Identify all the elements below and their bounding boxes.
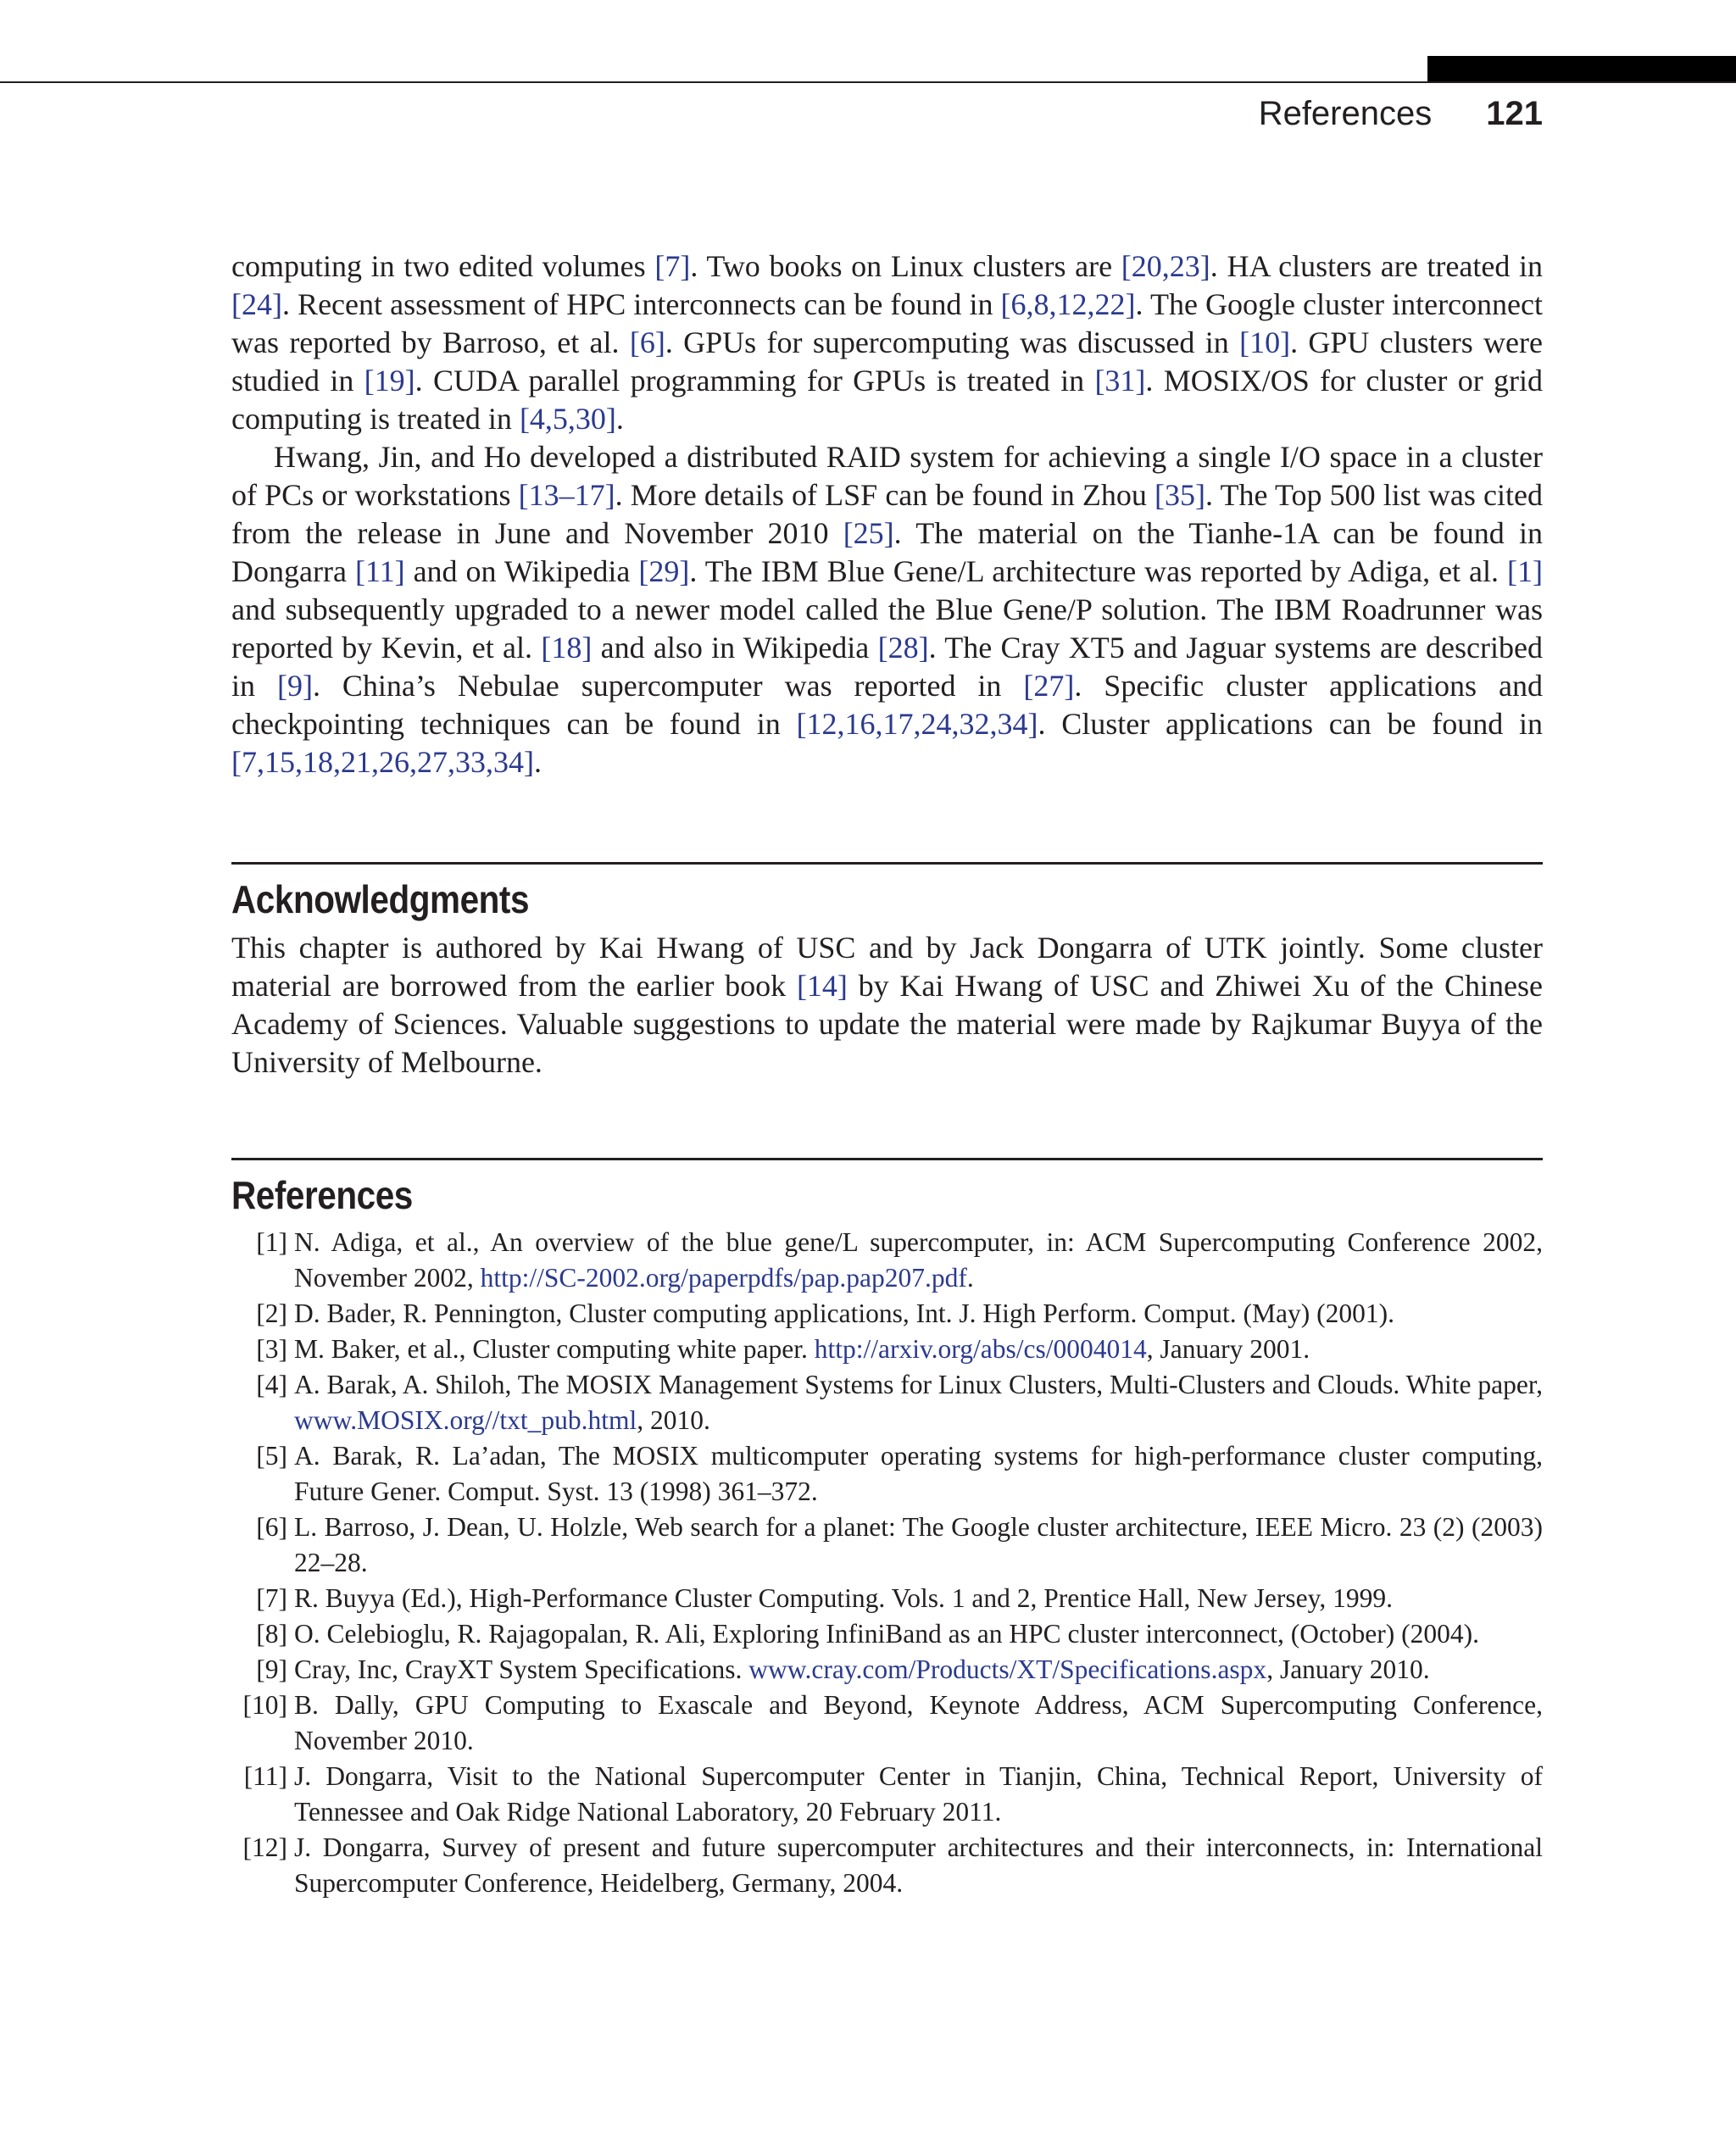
page-number: 121 bbox=[1486, 95, 1543, 132]
text-run: . The material on the Tianhe-1A can be found in Dongarra bbox=[231, 516, 1543, 588]
reference-item bbox=[231, 1367, 1543, 1438]
reference-text bbox=[287, 1225, 1543, 1296]
text-run: J. Dongarra, Survey of present and future supercomputer architectures and their interconnects, in: International Supercomputer Conference, Heidelberg, Germany, 2004. bbox=[294, 1832, 1543, 1898]
text-run: R. Buyya (Ed.), High-Performance Cluster Computing. Vols. 1 and 2, Prentice Hall, New Jersey, 1999. bbox=[294, 1583, 1393, 1613]
citation-link[interactable]: [6,8,12,22] bbox=[1000, 287, 1136, 321]
text-run: . Two books on Linux clusters are bbox=[690, 249, 1121, 283]
reference-item bbox=[231, 1759, 1543, 1830]
text-run: . bbox=[533, 745, 542, 779]
text-run: . Recent assessment of HPC interconnects can be found in bbox=[281, 287, 1001, 321]
text-run: . MOSIX/OS for cluster or grid computing is treated in bbox=[231, 364, 1544, 436]
citation-link[interactable]: [28] bbox=[877, 631, 929, 665]
citation-link[interactable]: [31] bbox=[1094, 364, 1146, 398]
intro-paragraph-1 bbox=[231, 247, 1543, 438]
intro-paragraph-2 bbox=[231, 438, 1543, 781]
citation-link[interactable]: [29] bbox=[638, 554, 690, 588]
text-run: computing in two edited volumes bbox=[231, 249, 655, 283]
reference-item bbox=[231, 1225, 1543, 1296]
reference-item bbox=[231, 1616, 1543, 1652]
text-run: . CUDA parallel programming for GPUs is treated in bbox=[415, 364, 1095, 398]
reference-text bbox=[287, 1616, 1543, 1652]
acknowledgments-paragraph bbox=[231, 929, 1543, 1082]
citation-link[interactable]: [24] bbox=[231, 287, 282, 321]
reference-number: [11] bbox=[243, 1761, 287, 1791]
reference-number: [3] bbox=[256, 1334, 287, 1364]
reference-text bbox=[287, 1510, 1543, 1581]
citation-link[interactable]: [14] bbox=[796, 969, 848, 1003]
citation-link[interactable]: [25] bbox=[843, 516, 894, 550]
text-run: and subsequently upgraded to a newer model called the Blue Gene/P solution. The IBM Roadrunner was reported by Kevin, et al. bbox=[231, 592, 1543, 665]
reference-text bbox=[287, 1332, 1543, 1367]
reference-number: [10] bbox=[242, 1690, 287, 1720]
citation-link[interactable]: [7,15,18,21,26,27,33,34] bbox=[231, 745, 534, 779]
reference-text bbox=[287, 1688, 1543, 1759]
text-run: . China’s Nebulae supercomputer was reported in bbox=[312, 669, 1024, 703]
text-run: . The Top 500 list was cited from the release in June and November 2010 bbox=[231, 478, 1544, 550]
citation-link[interactable]: [18] bbox=[541, 631, 593, 665]
text-run: O. Celebioglu, R. Rajagopalan, R. Ali, Exploring InfiniBand as an HPC cluster interconnect, (October) (2004). bbox=[294, 1619, 1479, 1649]
header-tab-bar bbox=[1427, 56, 1736, 82]
text-run: This chapter is authored by Kai Hwang of USC and by Jack Dongarra of UTK jointly. Some cluster material are borrowed from the earlier book bbox=[231, 931, 1543, 1003]
reference-number: [8] bbox=[256, 1619, 287, 1649]
reference-number: [12] bbox=[242, 1832, 287, 1862]
reference-item bbox=[231, 1581, 1543, 1616]
text-run: . GPUs for supercomputing was discussed in bbox=[665, 325, 1240, 359]
reference-item bbox=[231, 1830, 1543, 1901]
citation-link[interactable]: [20,23] bbox=[1121, 249, 1210, 283]
reference-text bbox=[287, 1581, 1543, 1616]
text-run: , January 2010. bbox=[1266, 1654, 1430, 1684]
text-run: . GPU clusters were studied in bbox=[231, 325, 1543, 398]
acknowledgments-heading: Acknowledgments bbox=[231, 877, 530, 921]
citation-link[interactable]: [10] bbox=[1239, 325, 1291, 359]
text-run: , 2010. bbox=[637, 1405, 710, 1435]
text-run: . The Cray XT5 and Jaguar systems are described in bbox=[231, 631, 1543, 703]
intro-section bbox=[231, 247, 1543, 781]
citation-link[interactable]: [19] bbox=[364, 364, 415, 398]
reference-number: [1] bbox=[256, 1227, 287, 1257]
url-link[interactable]: http://SC-2002.org/paperpdfs/pap.pap207.pdf bbox=[480, 1263, 967, 1293]
reference-list bbox=[231, 1225, 1543, 1901]
text-run: M. Baker, et al., Cluster computing white paper. bbox=[294, 1334, 815, 1364]
text-run: . The Google cluster interconnect was reported by Barroso, et al. bbox=[231, 287, 1543, 359]
text-run: . HA clusters are treated in bbox=[1210, 249, 1543, 283]
text-run: L. Barroso, J. Dean, U. Holzle, Web search for a planet: The Google cluster architecture, IEEE Micro. 23 (2) (2003) 22–28. bbox=[294, 1512, 1543, 1577]
text-run: N. Adiga, et al., An overview of the blue gene/L supercomputer, in: ACM Supercomputing Conference 2002, November 2002, bbox=[294, 1227, 1543, 1293]
text-run: . The IBM Blue Gene/L architecture was reported by Adiga, et al. bbox=[689, 554, 1508, 588]
reference-item bbox=[231, 1332, 1543, 1367]
reference-number: [5] bbox=[256, 1441, 287, 1471]
citation-link[interactable]: [6] bbox=[629, 325, 665, 359]
reference-number: [9] bbox=[256, 1654, 287, 1684]
reference-item bbox=[231, 1438, 1543, 1510]
text-run: A. Barak, A. Shiloh, The MOSIX Management Systems for Linux Clusters, Multi-Clusters and Clouds. White paper, bbox=[294, 1370, 1543, 1399]
text-run: B. Dally, GPU Computing to Exascale and Beyond, Keynote Address, ACM Supercomputing Conference, November 2010. bbox=[294, 1690, 1543, 1755]
text-run: . Cluster applications can be found in bbox=[1038, 707, 1543, 741]
reference-text bbox=[287, 1652, 1543, 1688]
section-rule bbox=[231, 862, 1543, 865]
citation-link[interactable]: [4,5,30] bbox=[519, 402, 616, 436]
reference-number: [2] bbox=[256, 1299, 287, 1328]
url-link[interactable]: www.cray.com/Products/XT/Specifications.aspx bbox=[748, 1654, 1267, 1684]
reference-item bbox=[231, 1688, 1543, 1759]
section-rule bbox=[231, 1158, 1543, 1160]
reference-number: [6] bbox=[256, 1512, 287, 1542]
reference-text bbox=[287, 1759, 1543, 1830]
text-run: J. Dongarra, Visit to the National Supercomputer Center in Tianjin, China, Technical Report, University of Tennessee and Oak Ridge National Laboratory, 20 February 2011. bbox=[294, 1761, 1543, 1827]
text-run: . bbox=[615, 402, 624, 436]
text-run: and on Wikipedia bbox=[404, 554, 639, 588]
reference-text bbox=[287, 1296, 1543, 1332]
text-run: . Specific cluster applications and checkpointing techniques can be found in bbox=[231, 669, 1543, 741]
reference-text bbox=[287, 1438, 1543, 1510]
reference-item bbox=[231, 1510, 1543, 1581]
citation-link[interactable]: [11] bbox=[354, 554, 405, 588]
citation-link[interactable]: [9] bbox=[276, 669, 313, 703]
reference-item bbox=[231, 1296, 1543, 1332]
reference-number: [4] bbox=[256, 1370, 287, 1399]
text-run: Cray, Inc, CrayXT System Specifications. bbox=[294, 1654, 749, 1684]
running-head bbox=[1259, 95, 1543, 133]
reference-number: [7] bbox=[256, 1583, 287, 1613]
citation-link[interactable]: [1] bbox=[1507, 554, 1544, 588]
references-heading: References bbox=[231, 1173, 413, 1217]
citation-link[interactable]: [12,16,17,24,32,34] bbox=[796, 707, 1038, 741]
acknowledgments-section bbox=[231, 862, 1543, 1082]
citation-link[interactable]: [7] bbox=[654, 249, 691, 283]
text-run: D. Bader, R. Pennington, Cluster computing applications, Int. J. High Perform. Comput. (May) (2001). bbox=[294, 1299, 1394, 1328]
references-section bbox=[231, 1158, 1543, 1901]
text-run: . bbox=[966, 1263, 974, 1293]
text-run: and also in Wikipedia bbox=[592, 631, 878, 665]
text-run: A. Barak, R. La’adan, The MOSIX multicomputer operating systems for high-performance cluster computing, Future Gener. Comput. Syst. 13 (1998) 361–372. bbox=[294, 1441, 1543, 1506]
url-link[interactable]: www.MOSIX.org//txt_pub.html bbox=[294, 1405, 637, 1435]
running-head-title: References bbox=[1258, 95, 1433, 132]
text-run: Hwang, Jin, and Ho developed a distributed RAID system for achieving a single I/O space in a cluster of PCs or workstations bbox=[231, 440, 1543, 512]
reference-text bbox=[287, 1367, 1543, 1438]
citation-link[interactable]: [13–17] bbox=[518, 478, 615, 512]
text-run: , January 2001. bbox=[1146, 1334, 1310, 1364]
header-rule bbox=[0, 81, 1736, 83]
citation-link[interactable]: [35] bbox=[1155, 478, 1205, 512]
citation-link[interactable]: [27] bbox=[1023, 669, 1075, 703]
text-run: by Kai Hwang of USC and Zhiwei Xu of the Chinese Academy of Sciences. Valuable suggestions to update the material were made by Rajkumar Buyya of the University of Melbourne. bbox=[231, 969, 1543, 1079]
reference-text bbox=[287, 1830, 1543, 1901]
text-run: . More details of LSF can be found in Zhou bbox=[615, 478, 1155, 512]
reference-item bbox=[231, 1652, 1543, 1688]
url-link[interactable]: http://arxiv.org/abs/cs/0004014 bbox=[814, 1334, 1147, 1364]
